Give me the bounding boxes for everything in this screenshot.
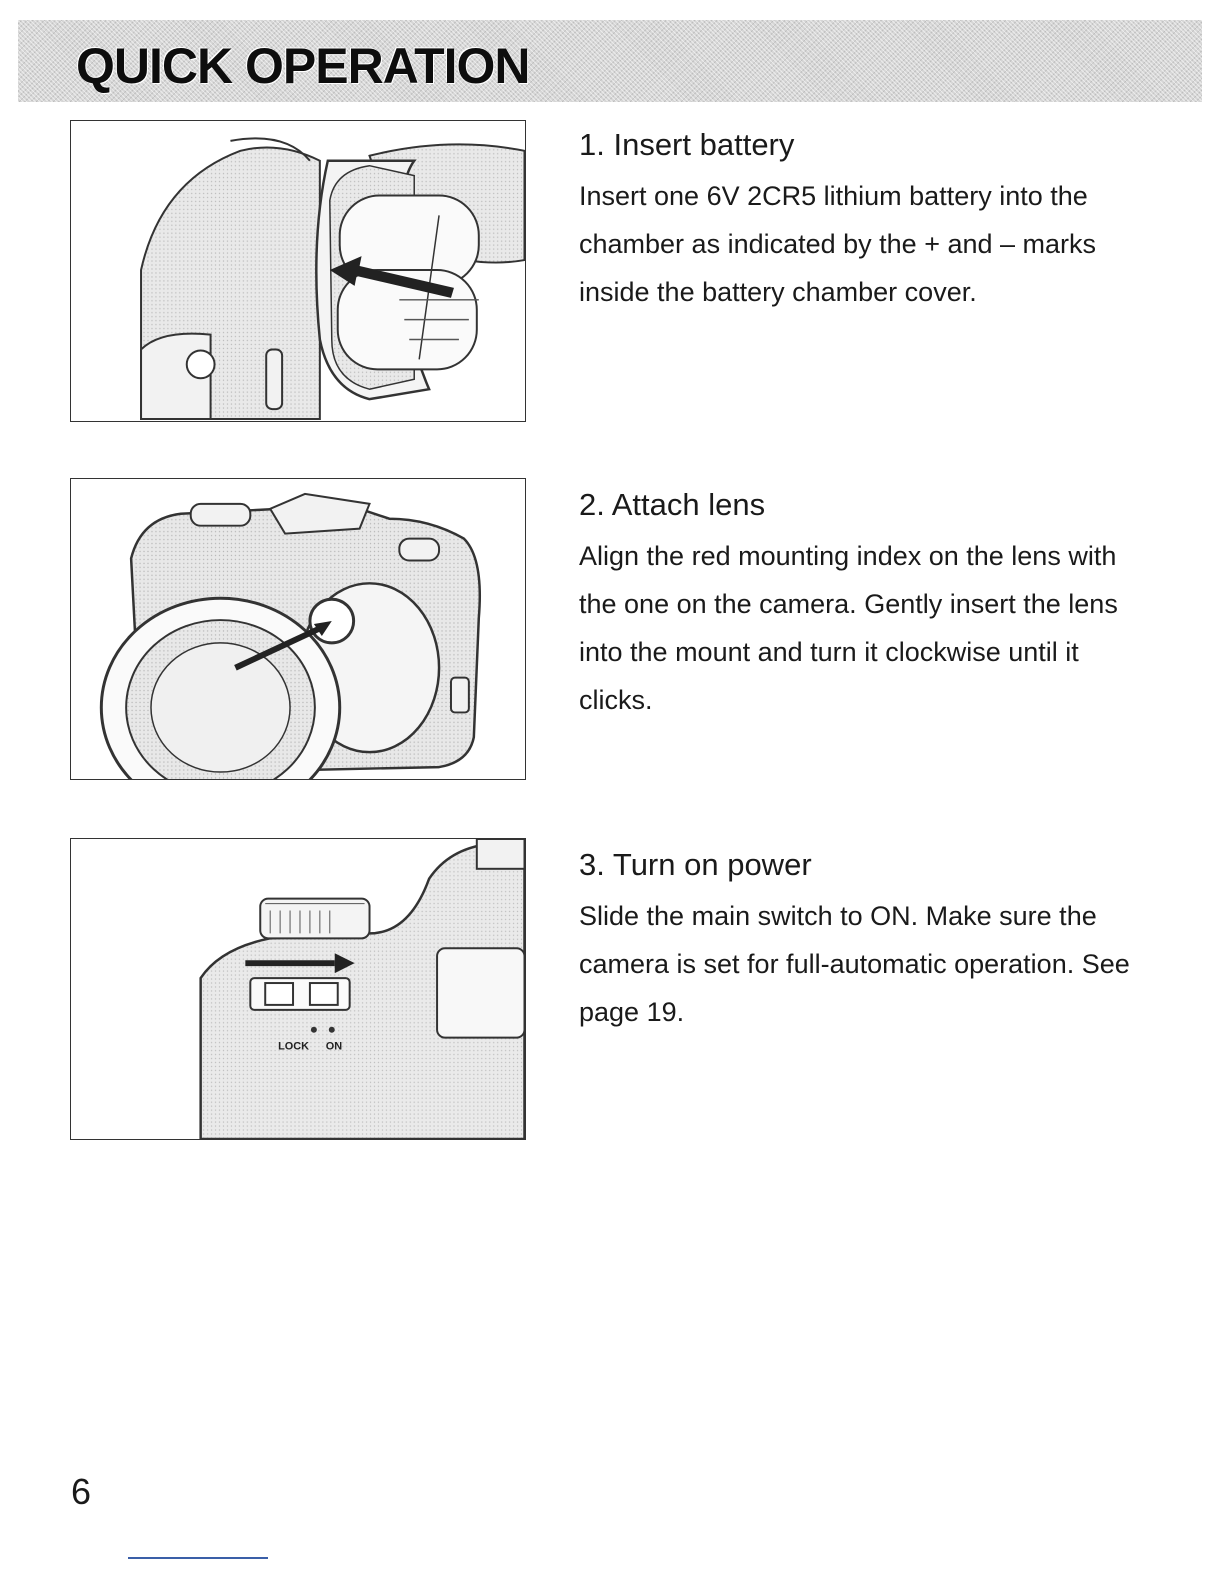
on-label: ON xyxy=(325,1040,343,1053)
step-title: 3. Turn on power xyxy=(579,847,812,882)
step-body: Align the red mounting index on the lens with the one on the camera. Gently insert the lens into the mount and turn it clockwise until it clicks. xyxy=(579,541,1118,715)
lens-attach-illustration xyxy=(70,478,526,780)
step-body: Slide the main switch to ON. Make sure the camera is set for full-automatic operation. See page 19. xyxy=(579,901,1130,1027)
step-body: Insert one 6V 2CR5 lithium battery into the chamber as indicated by the + and – marks inside the battery chamber cover. xyxy=(579,181,1097,307)
page-title: QUICK OPERATION xyxy=(76,38,530,94)
step-insert-battery xyxy=(579,126,1149,316)
footer-rule xyxy=(128,1557,268,1559)
lock-label: LOCK xyxy=(278,1040,310,1053)
page-number: 6 xyxy=(71,1471,92,1512)
step-title: 1. Insert battery xyxy=(579,127,795,162)
step-turn-on-power xyxy=(579,846,1149,1036)
battery-insert-illustration xyxy=(70,120,526,422)
step-title: 2. Attach lens xyxy=(579,487,766,522)
step-attach-lens xyxy=(579,486,1149,724)
power-switch-illustration xyxy=(70,838,526,1140)
